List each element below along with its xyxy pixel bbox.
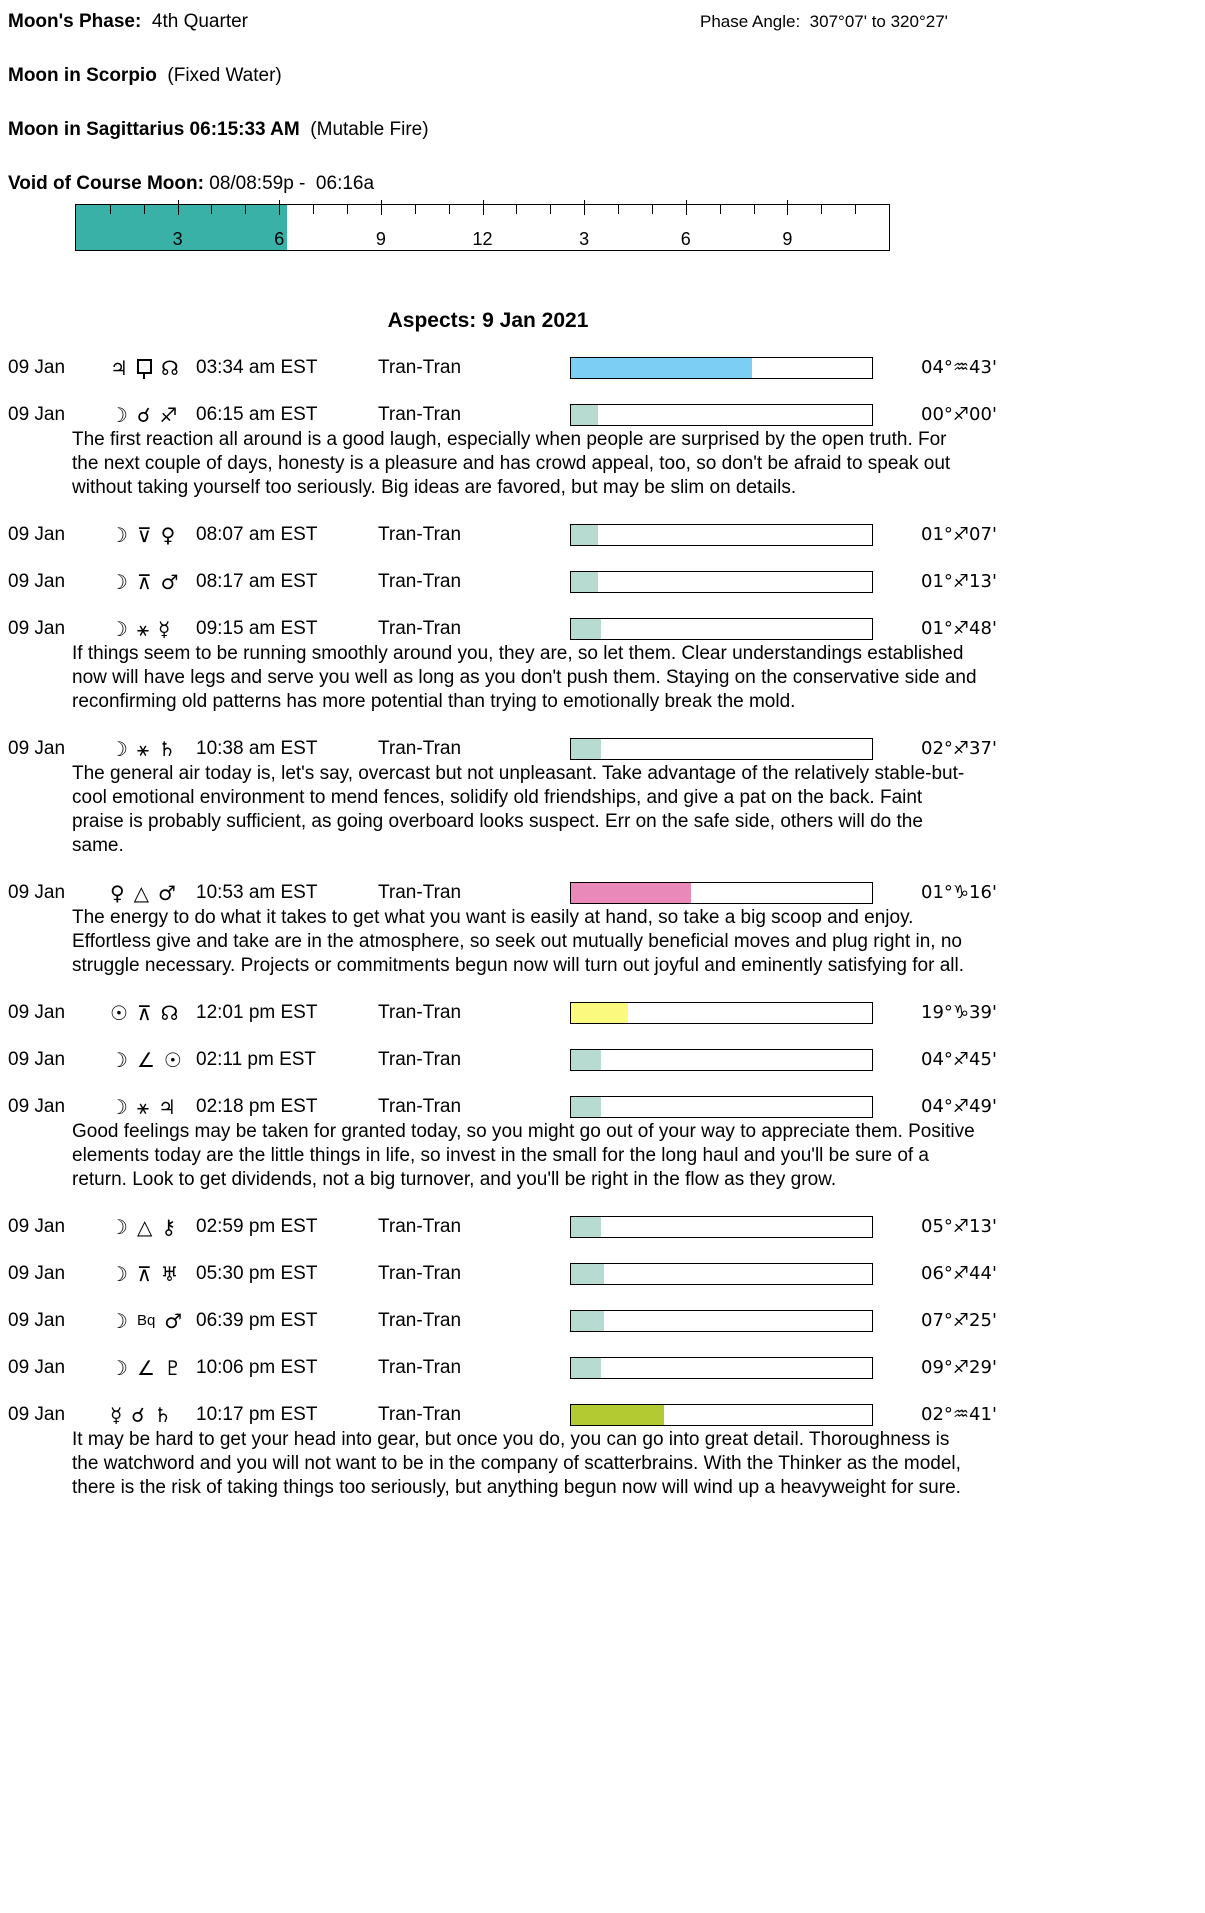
trine-icon: △ <box>133 881 150 905</box>
aspect-kind: Tran-Tran <box>378 1216 462 1237</box>
pluto-icon: ♇ <box>163 1356 182 1380</box>
aspect-date: 09 Jan <box>8 357 66 378</box>
aspect-glyphs <box>110 738 196 760</box>
orb-bar <box>570 1404 873 1426</box>
degree-position: 01°♐13' <box>921 571 997 592</box>
aspect-note: The energy to do what it takes to get what you want is easily at hand, so take a big scoop and enjoy. Effortless give and take are in the atmosphere, so seek out mutually beneficial moves and plug right in, no struggle necessary. Projects or commitments begun now will turn out joyful and eminently satisfying for all. <box>72 907 964 976</box>
venus-icon: ♀ <box>110 881 125 905</box>
orb-bar <box>570 1002 873 1024</box>
hour-tick <box>787 200 788 215</box>
orb-bar-cell <box>570 618 873 640</box>
quincunx-icon: ⊼ <box>136 1001 152 1025</box>
aspect-date: 09 Jan <box>8 1357 66 1378</box>
orb-bar-cell <box>570 524 873 546</box>
mars-icon: ♂ <box>158 881 176 905</box>
aspect-kind: Tran-Tran <box>378 1404 462 1425</box>
orb-bar-cell <box>570 571 873 593</box>
aspect-glyphs <box>110 618 196 640</box>
hour-tick <box>720 205 721 214</box>
orb-bar-cell <box>570 1404 873 1426</box>
aspect-time: 06:39 pm EST <box>196 1310 318 1331</box>
phase-angle <box>700 12 948 32</box>
degree-position: 04°♒43' <box>921 357 997 378</box>
aspect-row <box>8 1048 1197 1072</box>
mars-icon: ♂ <box>164 1309 183 1333</box>
aspect-kind: Tran-Tran <box>378 1310 462 1331</box>
aspect-date: 09 Jan <box>8 1096 66 1117</box>
orb-bar <box>570 1357 873 1379</box>
aspect-note: It may be hard to get your head into gear, but once you do, you can go into great detail. Thoroughness is the watchword and you will not want to be in the company of scatterbrains. With the Thinker as the model, there is the risk of taking things too seriously, but anything begun now will wind up a heavyweight for sure. <box>72 1429 961 1498</box>
aspect-glyphs <box>110 1310 196 1332</box>
moon-icon: ☽ <box>110 1048 128 1072</box>
hour-tick <box>821 205 822 214</box>
biquintile-icon: Bq <box>136 1312 156 1329</box>
orb-bar-fill <box>571 572 598 592</box>
sagittarius-icon: ♐ <box>159 403 178 427</box>
aspect-time: 06:15 am EST <box>196 404 318 425</box>
orb-bar-fill <box>571 883 691 903</box>
aspect-kind: Tran-Tran <box>378 882 462 903</box>
aspect-date: 09 Jan <box>8 404 66 425</box>
hour-tick <box>584 200 585 215</box>
moon-sign-line-2 <box>8 118 1197 142</box>
hour-tick <box>211 205 212 214</box>
aspect-glyphs <box>110 404 196 426</box>
orb-bar <box>570 1263 873 1285</box>
semisquare-icon: ∠ <box>136 1356 155 1380</box>
aspect-row <box>8 570 1197 594</box>
moon-in-scorpio: Moon in Scorpio <box>8 65 157 86</box>
orb-bar <box>570 1096 873 1118</box>
north-node-icon: ☊ <box>160 356 179 380</box>
aspect-note: If things seem to be running smoothly around you, they are, so let them. Clear understandings established now will have legs and serve you well as long as you don't push them. Staying on the conservative side and reconfirming old patterns has more potential than trying to emotionally break the mold. <box>72 643 977 712</box>
aspect-row <box>8 1095 1197 1119</box>
orb-bar-fill <box>571 1097 601 1117</box>
aspect-date: 09 Jan <box>8 1002 66 1023</box>
degree-position: 06°♐44' <box>921 1263 997 1284</box>
aspect-date: 09 Jan <box>8 882 66 903</box>
moon-icon: ☽ <box>110 570 128 594</box>
moons-phase-label: Moon's Phase: <box>8 11 142 32</box>
degree-position: 02°♒41' <box>921 1404 997 1425</box>
aspect-row <box>8 403 1197 427</box>
aspect-glyphs <box>110 357 196 379</box>
aspect-date: 09 Jan <box>8 1049 66 1070</box>
degree-position: 05°♐13' <box>921 1216 997 1237</box>
aspect-glyphs <box>110 1263 196 1285</box>
aspect-row <box>8 1403 1197 1427</box>
aspects-list <box>8 356 1197 1500</box>
orb-bar-fill <box>571 1050 601 1070</box>
sun-icon: ☉ <box>110 1001 128 1025</box>
sesquiquadrate-icon <box>137 359 152 374</box>
moon-icon: ☽ <box>110 523 128 547</box>
conjunction-icon: ☌ <box>131 1403 145 1427</box>
aspect-date: 09 Jan <box>8 571 66 592</box>
aspect-glyphs <box>110 882 196 904</box>
aspect-date: 09 Jan <box>8 1404 66 1425</box>
aspect-row <box>8 1356 1197 1380</box>
voc-timeline-ruler <box>75 204 890 251</box>
orb-bar <box>570 1310 873 1332</box>
hour-tick <box>855 205 856 214</box>
mercury-icon: ☿ <box>157 617 171 641</box>
sun-icon: ☉ <box>163 1048 182 1072</box>
aspect-glyphs <box>110 1096 196 1118</box>
saturn-icon: ♄ <box>157 737 176 761</box>
aspect-time: 09:15 am EST <box>196 618 318 639</box>
moons-phase-value-text: 4th Quarter <box>151 11 248 32</box>
hour-label: 6 <box>680 229 691 249</box>
orb-bar-fill <box>571 1358 601 1378</box>
orb-bar-fill <box>571 1311 604 1331</box>
orb-bar-cell <box>570 1096 873 1118</box>
hour-tick <box>483 200 484 215</box>
hour-tick <box>415 205 416 214</box>
aspect-glyphs <box>110 1404 196 1426</box>
orb-bar-cell <box>570 1310 873 1332</box>
hour-label: 6 <box>274 229 285 249</box>
aspect-glyphs <box>110 1357 196 1379</box>
hour-tick <box>754 205 755 214</box>
degree-position: 04°♐49' <box>921 1096 997 1117</box>
moon-icon: ☽ <box>110 617 128 641</box>
degree-position: 19°♑39' <box>921 1002 997 1023</box>
orb-bar-fill <box>571 1217 601 1237</box>
hour-label: 3 <box>579 229 590 249</box>
orb-bar-fill <box>571 358 752 378</box>
aspect-row <box>8 617 1197 641</box>
hour-tick <box>178 200 179 215</box>
hour-tick <box>245 205 246 214</box>
aspect-kind: Tran-Tran <box>378 1263 462 1284</box>
aspect-kind: Tran-Tran <box>378 618 462 639</box>
degree-position: 01°♐48' <box>921 618 997 639</box>
orb-bar-cell <box>570 357 873 379</box>
degree-position: 00°♐00' <box>921 404 997 425</box>
moon-sign-line-1 <box>8 64 1197 88</box>
aspect-time: 10:17 pm EST <box>196 1404 318 1425</box>
phase-angle-label: Phase Angle: <box>700 12 801 31</box>
aspect-glyphs <box>110 1049 196 1071</box>
aspect-kind: Tran-Tran <box>378 1002 462 1023</box>
aspect-time: 10:38 am EST <box>196 738 318 759</box>
hour-tick <box>449 205 450 214</box>
hour-label: 12 <box>472 229 493 249</box>
orb-bar <box>570 404 873 426</box>
moon-icon: ☽ <box>110 737 128 761</box>
aspect-row <box>8 1309 1197 1333</box>
aspect-row <box>8 1001 1197 1025</box>
moon-icon: ☽ <box>110 1215 128 1239</box>
hour-tick <box>279 200 280 215</box>
aspect-glyphs <box>110 571 196 593</box>
conjunction-icon: ☌ <box>136 403 151 427</box>
orb-bar-cell <box>570 1049 873 1071</box>
sextile-icon: ⚹ <box>136 1095 149 1119</box>
aspect-date: 09 Jan <box>8 1310 66 1331</box>
aspect-time: 02:59 pm EST <box>196 1216 318 1237</box>
hour-tick <box>618 205 619 214</box>
aspect-time: 10:06 pm EST <box>196 1357 318 1378</box>
orb-bar-fill <box>571 1003 628 1023</box>
sextile-icon: ⚹ <box>136 737 149 761</box>
aspects-title: Aspects: 9 Jan 2021 <box>387 309 589 332</box>
hour-tick <box>550 205 551 214</box>
phase-angle-value: 307°07' to 320°27' <box>809 12 948 31</box>
hour-label: 3 <box>172 229 183 249</box>
orb-bar-fill <box>571 525 598 545</box>
hour-tick <box>686 200 687 215</box>
orb-bar <box>570 524 873 546</box>
void-of-course-line <box>8 172 1197 196</box>
aspect-note: The general air today is, let's say, overcast but not unpleasant. Take advantage of the relatively stable-but-cool emotional environment to mend fences, solidify old friendships, and give a pat on the back. Faint praise is probably sufficient, as going overboard looks suspect. Err on the safe side, others will do the same. <box>72 763 965 856</box>
aspect-row <box>8 1262 1197 1286</box>
orb-bar-fill <box>571 619 601 639</box>
jupiter-icon: ♃ <box>110 356 128 380</box>
degree-position: 01°♑16' <box>921 882 997 903</box>
aspect-date: 09 Jan <box>8 1263 66 1284</box>
orb-bar <box>570 1216 873 1238</box>
saturn-icon: ♄ <box>153 1403 172 1427</box>
mars-icon: ♂ <box>160 570 179 594</box>
aspect-time: 03:34 am EST <box>196 357 318 378</box>
aspect-time: 08:07 am EST <box>196 524 318 545</box>
trine-icon: △ <box>136 1215 153 1239</box>
orb-bar-cell <box>570 738 873 760</box>
aspect-glyphs <box>110 1002 196 1024</box>
moon-sign1-quality: (Fixed Water) <box>156 65 282 86</box>
aspect-kind: Tran-Tran <box>378 357 462 378</box>
orb-bar-cell <box>570 882 873 904</box>
hour-label: 9 <box>782 229 793 249</box>
orb-bar <box>570 882 873 904</box>
orb-bar-cell <box>570 1216 873 1238</box>
hour-tick <box>652 205 653 214</box>
aspect-date: 09 Jan <box>8 1216 66 1237</box>
aspect-row <box>8 1215 1197 1239</box>
aspect-kind: Tran-Tran <box>378 1096 462 1117</box>
orb-bar <box>570 1049 873 1071</box>
moon-icon: ☽ <box>110 1356 128 1380</box>
mercury-icon: ☿ <box>110 1403 123 1427</box>
voc-label: Void of Course Moon: <box>8 173 204 194</box>
aspect-row <box>8 881 1197 905</box>
degree-position: 07°♐25' <box>921 1310 997 1331</box>
orb-bar <box>570 571 873 593</box>
degree-position: 09°♐29' <box>921 1357 997 1378</box>
aspect-kind: Tran-Tran <box>378 1049 462 1070</box>
orb-bar <box>570 357 873 379</box>
orb-bar <box>570 618 873 640</box>
semisquare-icon: ∠ <box>136 1048 155 1072</box>
aspect-time: 12:01 pm EST <box>196 1002 318 1023</box>
moon-icon: ☽ <box>110 1262 128 1286</box>
aspect-kind: Tran-Tran <box>378 738 462 759</box>
phase-angle-gap <box>800 12 809 31</box>
moon-icon: ☽ <box>110 1309 128 1333</box>
moons-phase-line <box>8 10 1197 34</box>
quincunx-icon: ⊼ <box>136 1262 152 1286</box>
voc-value: 08/08:59p - 06:16a <box>203 173 375 194</box>
jupiter-icon: ♃ <box>157 1095 176 1119</box>
aspect-glyphs <box>110 524 196 546</box>
hour-tick <box>110 205 111 214</box>
aspect-time: 05:30 pm EST <box>196 1263 318 1284</box>
hour-tick <box>313 205 314 214</box>
aspect-kind: Tran-Tran <box>378 1357 462 1378</box>
moons-phase-value <box>141 11 152 32</box>
aspect-kind: Tran-Tran <box>378 404 462 425</box>
aspect-time: 02:18 pm EST <box>196 1096 318 1117</box>
hour-tick <box>381 200 382 215</box>
quincunx-icon: ⊼ <box>136 570 152 594</box>
aspect-kind: Tran-Tran <box>378 524 462 545</box>
orb-bar-cell <box>570 404 873 426</box>
aspect-time: 02:11 pm EST <box>196 1049 317 1070</box>
orb-bar-fill <box>571 1264 604 1284</box>
chiron-icon: ⚷ <box>161 1215 176 1239</box>
aspect-kind: Tran-Tran <box>378 571 462 592</box>
moon-sign2-quality: (Mutable Fire) <box>299 119 429 140</box>
orb-bar-fill <box>571 405 598 425</box>
aspect-note: The first reaction all around is a good laugh, especially when people are surprised by the open truth. For the next couple of days, honesty is a pleasure and has crowd appeal, too, so don't be afraid to speak out without taking yourself too seriously. Big ideas are favored, but may be slim on details. <box>72 429 951 498</box>
aspect-row <box>8 356 1197 380</box>
north-node-icon: ☊ <box>160 1001 179 1025</box>
orb-bar <box>570 738 873 760</box>
hour-tick <box>144 205 145 214</box>
aspect-date: 09 Jan <box>8 738 66 759</box>
degree-position: 04°♐45' <box>921 1049 997 1070</box>
orb-bar-cell <box>570 1002 873 1024</box>
degree-position: 02°♐37' <box>921 738 997 759</box>
aspect-note: Good feelings may be taken for granted today, so you might go out of your way to appreciate them. Positive elements today are the little things in life, so invest in the small for the long haul and you'll be sure of a return. Look to get dividends, not a big turnover, and you'll be right in the flow as they grow. <box>72 1121 975 1190</box>
venus-icon: ♀ <box>160 523 176 547</box>
hour-tick <box>516 205 517 214</box>
orb-bar-fill <box>571 1405 664 1425</box>
aspect-date: 09 Jan <box>8 618 66 639</box>
orb-bar-cell <box>570 1263 873 1285</box>
moon-icon: ☽ <box>110 1095 128 1119</box>
aspect-time: 08:17 am EST <box>196 571 318 592</box>
hour-tick <box>347 205 348 214</box>
hour-label: 9 <box>375 229 386 249</box>
aspect-row <box>8 737 1197 761</box>
moon-icon: ☽ <box>110 403 128 427</box>
aspect-time: 10:53 am EST <box>196 882 318 903</box>
degree-position: 01°♐07' <box>921 524 997 545</box>
aspect-glyphs <box>110 1216 196 1238</box>
moon-in-sagittarius: Moon in Sagittarius 06:15:33 AM <box>8 119 300 140</box>
aspect-row <box>8 523 1197 547</box>
orb-bar-cell <box>570 1357 873 1379</box>
uranus-icon: ♅ <box>160 1262 179 1286</box>
sextile-icon: ⚹ <box>136 617 149 641</box>
semisextile-icon: ⊽ <box>136 523 152 547</box>
aspect-date: 09 Jan <box>8 524 66 545</box>
orb-bar-fill <box>571 739 601 759</box>
